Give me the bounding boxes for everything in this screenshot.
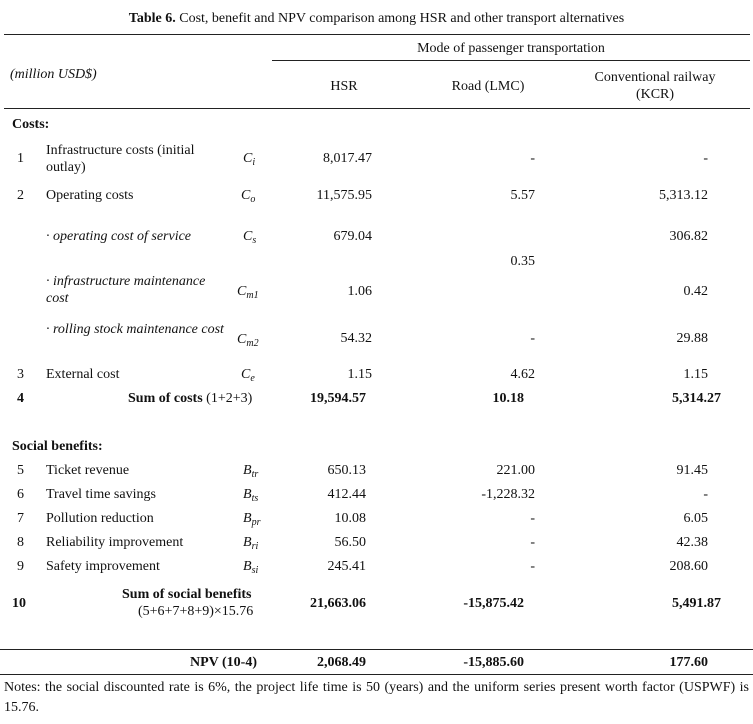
cell-rail: 208.60	[669, 559, 708, 574]
cell-hsr: 19,594.57	[310, 391, 366, 406]
row-label: · rolling stock maintenance cost	[46, 322, 224, 337]
cell-rail: 0.42	[683, 284, 708, 299]
cell-road: -	[530, 559, 535, 574]
cell-road: -15,875.42	[463, 596, 524, 611]
row-number: 3	[17, 367, 24, 382]
cell-road: 10.18	[492, 391, 524, 406]
row-number: 10	[12, 596, 26, 611]
bottom-rule	[0, 674, 753, 675]
row-symbol: $C_{m2}$	[237, 332, 259, 349]
cell-rail: 29.88	[676, 331, 708, 346]
row-symbol: $B_{pr}$	[243, 511, 261, 528]
cell-hsr: 1.06	[347, 284, 372, 299]
cell-hsr: 1.15	[347, 367, 372, 382]
group-header: Mode of passenger transportation	[417, 41, 605, 56]
row-label: Travel time savings	[46, 487, 156, 502]
row-label-formula: (5+6+7+8+9)×15.76	[138, 604, 254, 619]
cell-rail: 5,491.87	[672, 596, 721, 611]
cell-hsr: 650.13	[327, 463, 366, 478]
row-label: External cost	[46, 367, 120, 382]
cell-hsr: 2,068.49	[317, 655, 366, 670]
cell-hsr: 245.41	[327, 559, 366, 574]
row-symbol: $B_{ri}$	[243, 535, 259, 552]
row-label-bold: Sum of social benefits	[122, 587, 252, 602]
row-number: 1	[17, 151, 24, 166]
caption-text: Cost, benefit and NPV comparison among HSR and other transport alternatives	[179, 11, 625, 26]
row-symbol: $C_o$	[241, 188, 256, 205]
cell-hsr: 679.04	[333, 229, 372, 244]
cell-rail: 1.15	[683, 367, 708, 382]
column-header-road: Road (LMC)	[451, 79, 525, 94]
row-label: Infrastructure costs (initial outlay)	[46, 143, 195, 175]
cell-rail: -	[703, 487, 708, 502]
cell-hsr: 412.44	[327, 487, 366, 502]
cell-hsr: 8,017.47	[323, 151, 372, 166]
top-rule	[4, 34, 750, 35]
row-label: Sum of costs (1+2+3)	[128, 391, 253, 406]
benefits-heading: Social benefits:	[12, 439, 103, 454]
cell-road: 221.00	[496, 463, 535, 478]
column-header-rail-line1: Conventional railway	[594, 70, 716, 85]
npv-rule	[0, 649, 753, 650]
cell-rail: 6.05	[683, 511, 708, 526]
row-number: 9	[17, 559, 24, 574]
table-caption	[0, 10, 753, 27]
row-label: Pollution reduction	[46, 511, 154, 526]
row-number: 2	[17, 188, 24, 203]
cell-rail: 91.45	[676, 463, 708, 478]
row-symbol: $C_i$	[243, 151, 256, 168]
cell-road: 0.35	[510, 254, 535, 269]
cell-hsr: 21,663.06	[310, 596, 366, 611]
row-number: 8	[17, 535, 24, 550]
row-symbol: $B_{tr}$	[243, 463, 259, 480]
npv-label: NPV (10-4)	[190, 655, 258, 670]
caption-number: Table 6.	[128, 11, 176, 26]
unit-label: (million USD$)	[10, 67, 97, 82]
costs-heading: Costs:	[12, 117, 50, 132]
row-symbol: $B_{si}$	[243, 559, 259, 576]
row-symbol: $C_s$	[243, 229, 257, 246]
cell-hsr: 11,575.95	[316, 188, 372, 203]
row-label: Operating costs	[46, 188, 134, 203]
cell-hsr: 54.32	[340, 331, 372, 346]
row-number: 7	[17, 511, 24, 526]
row-symbol: $B_{ts}$	[243, 487, 259, 504]
cell-hsr: 56.50	[334, 535, 366, 550]
row-label: · infrastructure maintenance cost	[46, 274, 206, 306]
row-symbol: $C_{m1}$	[237, 284, 259, 301]
cell-rail: 177.60	[669, 655, 708, 670]
cell-rail: 5,313.12	[659, 188, 708, 203]
cell-road: -1,228.32	[481, 487, 535, 502]
row-number: 4	[17, 391, 24, 406]
cell-rail: 5,314.27	[672, 391, 721, 406]
cell-hsr: 10.08	[334, 511, 366, 526]
group-rule	[272, 60, 750, 61]
row-symbol: $C_e$	[241, 367, 255, 384]
row-label: · operating cost of service	[46, 229, 192, 244]
cell-road: -	[530, 151, 535, 166]
cell-road: -15,885.60	[463, 655, 524, 670]
cell-road: 4.62	[510, 367, 535, 382]
cell-road: -	[530, 331, 535, 346]
table-notes: Notes: the social discounted rate is 6%, the project life time is 50 (years) and the uniform series present worth factor (USPWF) is 15.76.	[4, 680, 749, 715]
cell-rail: 42.38	[676, 535, 708, 550]
row-label: Reliability improvement	[46, 535, 184, 550]
row-label: Safety improvement	[46, 559, 160, 574]
header-rule	[4, 108, 750, 109]
row-number: 6	[17, 487, 24, 502]
cell-road: -	[530, 511, 535, 526]
cell-rail: 306.82	[669, 229, 708, 244]
cell-rail: -	[703, 151, 708, 166]
cell-road: -	[530, 535, 535, 550]
column-header-hsr: HSR	[330, 79, 358, 94]
column-header-rail-line2: (KCR)	[635, 87, 675, 102]
cell-road: 5.57	[510, 188, 535, 203]
row-number: 5	[17, 463, 24, 478]
row-label: Ticket revenue	[46, 463, 130, 478]
